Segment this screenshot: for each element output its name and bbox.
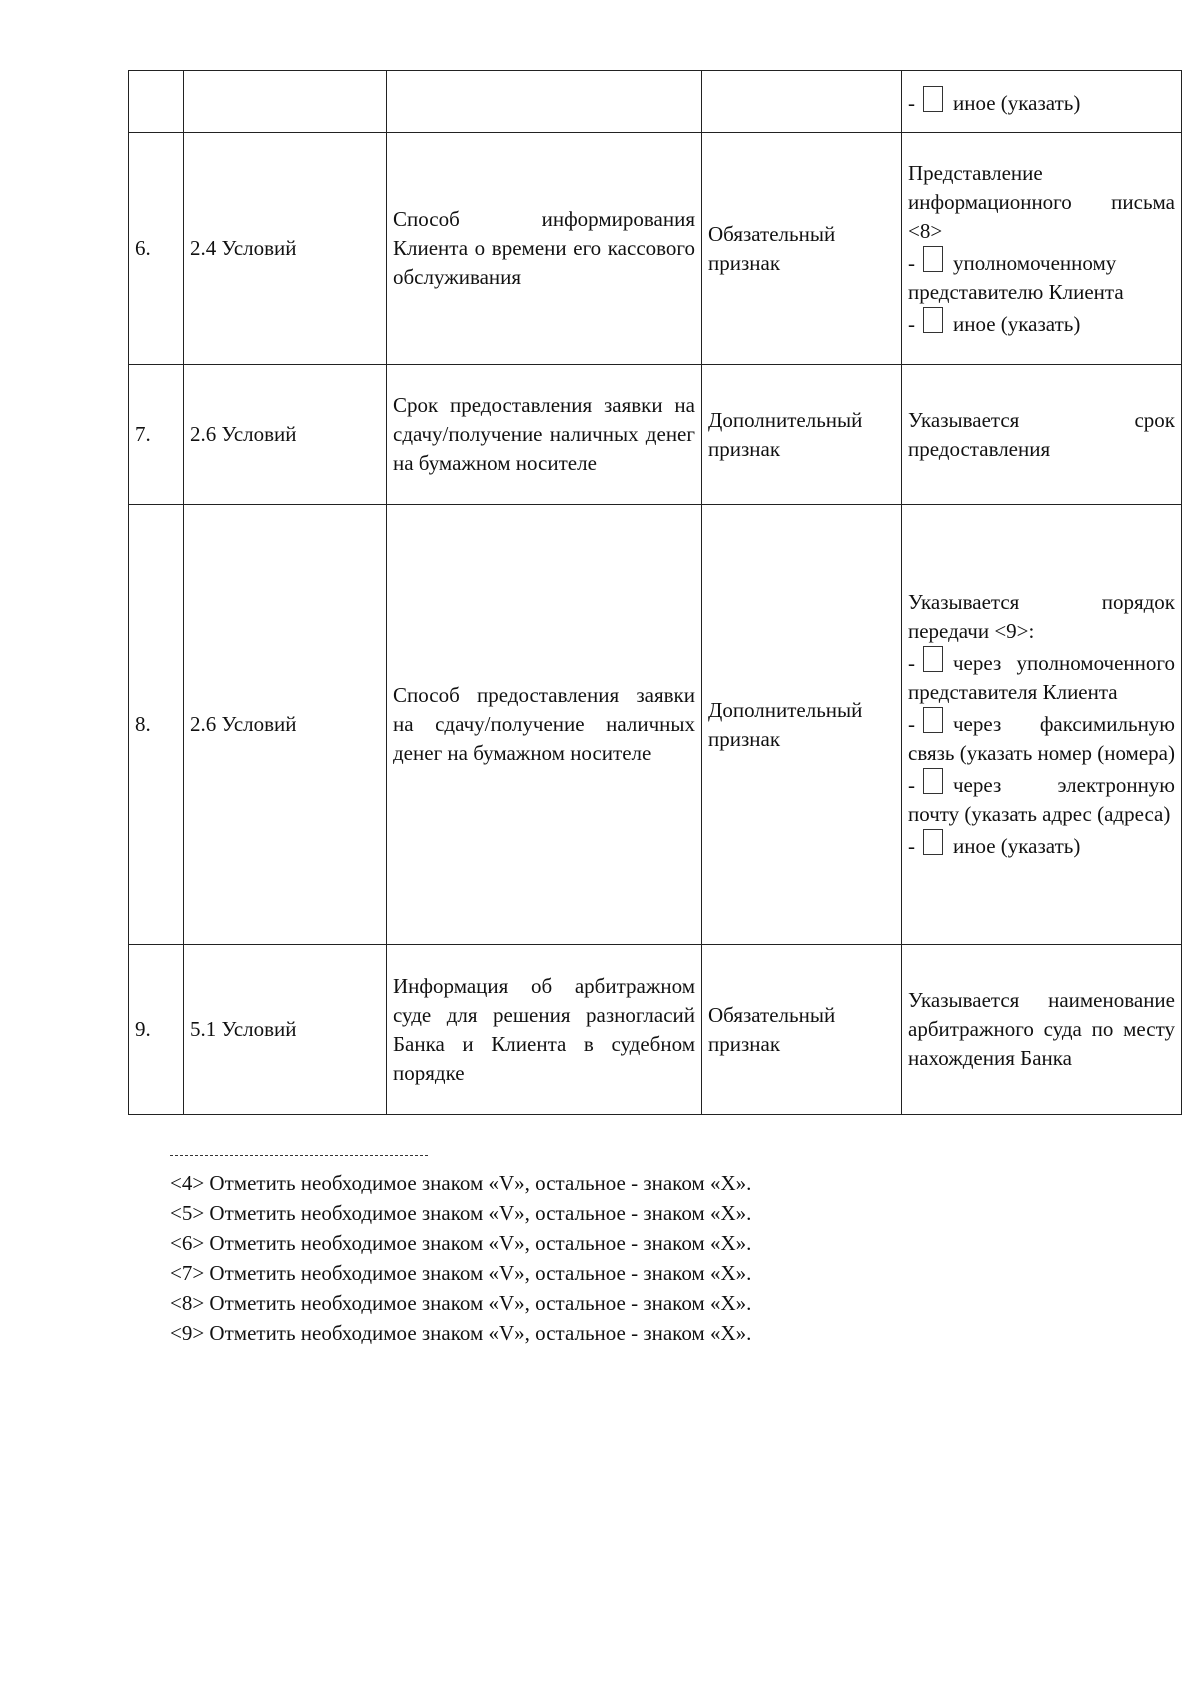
footnote: <4> Отметить необходимое знаком «V», остальное - знаком «X».	[170, 1171, 752, 1195]
attribute-value	[902, 945, 1182, 1115]
row-number	[129, 71, 184, 133]
attribute-name: Способ информирования Клиента о времени его кассового обслуживания	[387, 133, 702, 365]
checkbox-option: - через электронную почту (указать адрес (адреса)	[908, 768, 1175, 829]
checkbox-option: - иное (указать)	[908, 307, 1175, 339]
footnote-separator	[170, 1155, 428, 1156]
condition-reference: 2.4 Условий	[184, 133, 387, 365]
attribute-value	[902, 365, 1182, 505]
condition-reference: 2.6 Условий	[184, 365, 387, 505]
value-text: Указывается наименование арбитражного суда по месту нахождения Банка	[908, 988, 1175, 1070]
checkbox-option-label: через уполномоченного представителя Клиента	[908, 651, 1175, 704]
checkbox-option-label: через электронную почту (указать адрес (адреса)	[908, 773, 1175, 826]
attribute-value	[902, 71, 1182, 133]
attribute-value	[902, 133, 1182, 365]
conditions-table	[128, 70, 1182, 1115]
footnote: <5> Отметить необходимое знаком «V», остальное - знаком «X».	[170, 1201, 752, 1225]
row-number: 6.	[129, 133, 184, 365]
table-row	[129, 133, 1182, 365]
table-row	[129, 71, 1182, 133]
checkbox-option: - иное (указать)	[908, 829, 1175, 861]
condition-reference	[184, 71, 387, 133]
footnote: <7> Отметить необходимое знаком «V», остальное - знаком «X».	[170, 1261, 752, 1285]
attribute-kind: Обязательный признак	[702, 945, 902, 1115]
value-text: Указывается срок предоставления	[908, 407, 1175, 461]
footnote: <8> Отметить необходимое знаком «V», остальное - знаком «X».	[170, 1291, 752, 1315]
attribute-name: Срок предоставления заявки на сдачу/получение наличных денег на бумажном носителе	[387, 365, 702, 505]
row-number: 7.	[129, 365, 184, 505]
row-number: 9.	[129, 945, 184, 1115]
attribute-kind	[702, 71, 902, 133]
checkbox-option: - уполномоченному представителю Клиента	[908, 246, 1175, 307]
attribute-kind: Обязательный признак	[702, 133, 902, 365]
footnote: <9> Отметить необходимое знаком «V», остальное - знаком «X».	[170, 1321, 752, 1345]
attribute-name: Способ предоставления заявки на сдачу/получение наличных денег на бумажном носителе	[387, 505, 702, 945]
checkbox-option-label: иное (указать)	[953, 90, 1081, 115]
checkbox-option-label: иное (указать)	[953, 834, 1081, 858]
checkbox-icon[interactable]	[923, 768, 943, 794]
table-row	[129, 365, 1182, 505]
table-row	[129, 505, 1182, 945]
footnotes	[170, 1155, 751, 1348]
checkbox-icon[interactable]	[923, 246, 943, 272]
attribute-kind: Дополнительный признак	[702, 365, 902, 505]
checkbox-icon[interactable]	[923, 307, 943, 333]
condition-reference: 2.6 Условий	[184, 505, 387, 945]
checkbox-icon[interactable]	[923, 829, 943, 855]
checkbox-icon[interactable]	[923, 646, 943, 672]
attribute-kind: Дополнительный признак	[702, 505, 902, 945]
attribute-name: Информация об арбитражном суде для решения разногласий Банка и Клиента в судебном порядке	[387, 945, 702, 1115]
value-text: Представление информационного письма <8>	[908, 160, 1175, 243]
condition-reference: 5.1 Условий	[184, 945, 387, 1115]
row-number: 8.	[129, 505, 184, 945]
checkbox-icon[interactable]	[923, 86, 943, 112]
checkbox-option-label: уполномоченному представителю Клиента	[908, 250, 1124, 304]
checkbox-option-label: иное (указать)	[953, 311, 1081, 336]
checkbox-option: - иное (указать)	[908, 86, 1175, 118]
checkbox-option-label: через факсимильную связь (указать номер (номера)	[908, 712, 1175, 765]
checkbox-option: - через факсимильную связь (указать номер (номера)	[908, 707, 1175, 768]
footnote: <6> Отметить необходимое знаком «V», остальное - знаком «X».	[170, 1231, 752, 1255]
table-row	[129, 945, 1182, 1115]
checkbox-icon[interactable]	[923, 707, 943, 733]
attribute-name	[387, 71, 702, 133]
value-text: Указывается порядок передачи <9>:	[908, 590, 1175, 643]
attribute-value	[902, 505, 1182, 945]
checkbox-option: - через уполномоченного представителя Клиента	[908, 646, 1175, 707]
